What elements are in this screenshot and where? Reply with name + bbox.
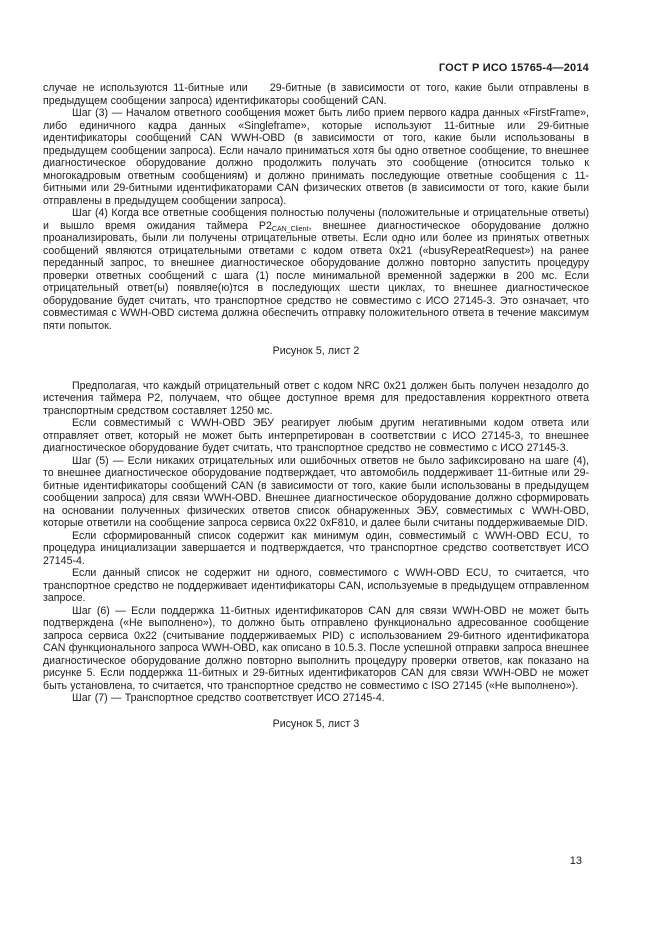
paragraph-step-6: Шаг (6) — Если поддержка 11-битных идентификаторов CAN для связи WWH-OBD не может быть подтверждена («Не выполнено»), то должно быть отправлено функционально адресованное сообщение запроса сервиса 0x22 (считывание поддерживаемых PID) с использованием 29-битного идентификатора CAN функционального запроса WWH-OBD, как описано в 10.5.3. После успешной отправки запроса внешнее диагностическое оборудование должно повторно выполнить процедуру проверки ответов, как показано на рисунке 5. Если поддержка 11-битных и 29-битных идентификаторов CAN для связи WWH-OBD не может быть установлена, то считается, что транспортное средство не совместимо с ISO 27145 («Не выполнено»). [43,604,589,692]
step-4-text-after-subscript: , внешнее диагностическое оборудование должно проанализировать, были ли получены отрицательные ответы. Если одно или более из принятых ответных сообщений являются отрицательными ответами с кодом ответа 0x21 («busyRepeatRequest») на ранее переданный запрос, то внешнее диагностическое оборудование должно повторно запустить процедуру проверки ответных сообщений с шага (1) после минимальной временной задержки в 200 мс. Если отрицательный ответ(ы) появляе(ю)тся в последующих шести циклах, то внешнее диагностическое оборудование будет считать, что транспортное средство не совместимо с ИСО 27145-3. Это означает, что совместимая с WWH-OBD система должна обеспечить отправку положительного ответа в течение максимум пяти попыток. [43,219,590,332]
paragraph-list-contains-ecu: Если сформированный список содержит как минимум один, совместимый с WWH-OBD ECU, то процедура инициализации завершается и подтверждается, что транспортное средство соответствует ИСО 27145-4. [43,529,589,567]
paragraph-list-empty: Если данный список не содержит ни одного, совместимого с WWH-OBD ECU, то считается, что транспортное средство не поддерживает идентификаторы CAN, используемые в предыдущем отправленном запросе. [43,567,589,604]
paragraph-continuation: случае не используются 11-битные или 29-битные (в зависимости от того, какие были отправлены в предыдущем сообщении запроса) идентификаторы сообщений CAN. [43,82,589,107]
paragraph-step-7: Шаг (7) — Транспортное средство соответствует ИСО 27145-4. [72,692,385,704]
paragraph-other-nrc: Если совместимый с WWH-OBD ЭБУ реагирует любым другим негативными кодом ответа или отправляет ответ, который не может быть интерпретирован в соответствии с ИСО 27145-3, то внешнее диагностическое оборудование будет считать, что транспортное средство не совместимо с ИСО 27145-3. [43,417,589,454]
paragraph-step-3: Шаг (3) — Началом ответного сообщения может быть либо прием первого кадра данных «FirstFrame», либо единичного кадра данных «Singleframe», которые используют 11-битные или 29-битные идентификаторы сообщений CAN WWH-OBD (в зависимости от того, какие были использованы в предыдущем сообщении запроса). Если начало приниматься хотя бы одно ответное сообщение, то внешнее диагностическое оборудование должно продолжить получать это сообщение (относится только к многокадровым ответным сообщениям) и должно принимать последующие ответные сообщения с 11-битными или 29-битными идентификаторами CAN физических ответов (в зависимости от того, какие были отправлены в предыдущем сообщении запроса). [43,107,589,207]
text-block [43,62,589,730]
header-standard-number: ГОСТ Р ИСО 15765-4—2014 [438,62,589,74]
paragraph-step-4 [43,207,589,332]
figure-5-sheet-2-caption: Рисунок 5, лист 2 [272,345,360,357]
timer-p2-subscript: CAN_Client [271,225,309,233]
paragraph-step-5: Шаг (5) — Если никаких отрицательных или ошибочных ответов не было зафиксировано на шаге (4), то внешнее диагностическое оборудование подтверждает, что автомобиль поддерживает 11-битные или 29-битные идентификаторы сообщений CAN (в зависимости от того, какие были использованы в предыдущем сообщении запроса) для связи WWH-OBD. Внешнее диагностическое оборудование должно сформировать на основании полученных физических ответов список обнаруженных ЭБУ, совместимых с WWH-OBD, которые ответили на сообщение запроса сервиса 0x22 0xF810, и далее были считаны поддерживаемые DID. [43,454,589,529]
paragraph-assumption: Предполагая, что каждый отрицательный ответ с кодом NRC 0x21 должен быть получен незадолго до истечения таймера P2, получаем, что общее доступное время для предоставления корректного ответа транспортным средством составляет 1250 мс. [43,379,589,417]
step-4-text-before-subscript: Шаг (4) Когда все ответные сообщения полностью получены (положительные и отрицательные ответы) и вышло время ожидания таймера P2 [43,207,589,232]
body-text [43,82,589,730]
figure-5-sheet-3-caption: Рисунок 5, лист 3 [272,717,360,730]
page-number: 13 [569,855,582,867]
